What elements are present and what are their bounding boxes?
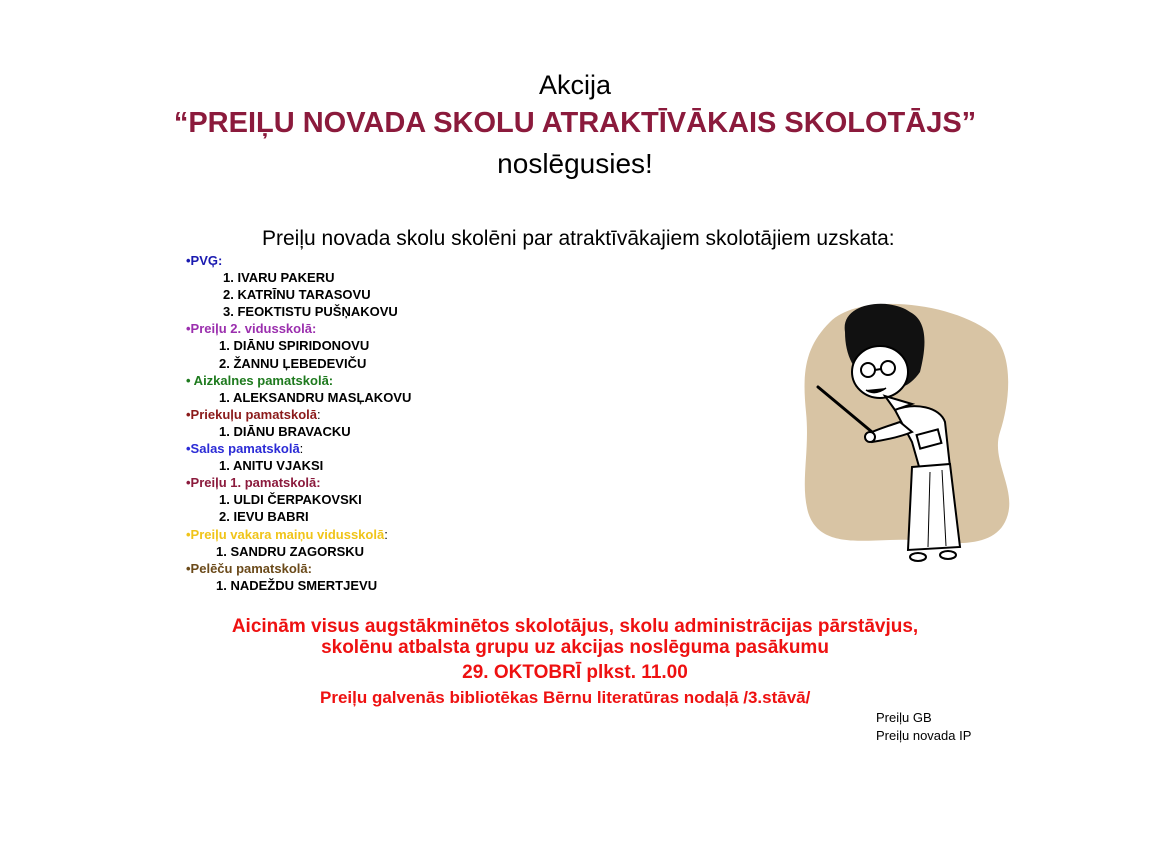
school-name-text: •Salas pamatskolā	[186, 441, 300, 457]
invitation-line-1: Aicinām visus augstākminētos skolotājus, skolu administrācijas pārstāvjus,	[231, 616, 919, 637]
teacher-list-item: 1. DIĀNU BRAVACKU	[219, 423, 351, 439]
school-name-suffix: :	[317, 406, 321, 422]
teacher-list-item: 1. SANDRU ZAGORSKU	[216, 543, 365, 559]
signature-line-1: Preiļu GB	[876, 710, 932, 725]
school-name	[186, 320, 411, 337]
title-line-2: “PREIĻU NOVADA SKOLU ATRAKTĪVĀKAIS SKOLOTĀJS”	[173, 107, 977, 139]
teacher-list-item: 1. ULDI ČERPAKOVSKI	[219, 492, 362, 508]
school-name	[186, 560, 411, 577]
teacher-list-item: 2. KATRĪNU TARASOVU	[223, 287, 371, 303]
school-name-text: • Aizkalnes pamatskolā:	[186, 372, 334, 388]
school-name-text: •PVĢ:	[186, 253, 223, 268]
school-name	[186, 474, 411, 491]
school-name	[186, 406, 411, 423]
school-name-suffix: :	[384, 526, 388, 542]
title-line-1: Akcija	[538, 70, 612, 100]
teacher-list-item: 1. DIĀNU SPIRIDONOVU	[219, 338, 370, 354]
teacher-list-item: 1. ANITU VJAKSI	[219, 458, 324, 474]
teacher-with-pointer-icon	[800, 292, 1020, 582]
school-name-suffix: :	[299, 441, 304, 457]
school-name-text: •Priekuļu pamatskolā	[186, 406, 317, 422]
intro-text: Preiļu novada skolu skolēni par atraktīvākajiem skolotājiem uzskata:	[262, 227, 895, 250]
teacher-list-item: 1. ALEKSANDRU MASĻAKOVU	[219, 389, 412, 405]
invitation-line-2: skolēnu atbalsta grupu uz akcijas noslēguma pasākumu	[321, 637, 829, 658]
signature-line-2: Preiļu novada IP	[876, 728, 972, 743]
school-name	[186, 252, 411, 269]
school-name	[186, 372, 411, 389]
teacher-list-item: 2. ŽANNU ĻEBEDEVIČU	[219, 355, 367, 371]
school-name-text: •Preiļu 2. vidusskolā:	[186, 321, 317, 337]
school-name-text: •Pelēču pamatskolā:	[186, 560, 312, 576]
school-name-text: •Preiļu 1. pamatskolā:	[186, 475, 321, 491]
title-line-3: noslēgusies!	[497, 148, 653, 179]
teacher-list-item: 1. IVARU PAKERU	[223, 270, 335, 286]
invitation-date: 29. OKTOBRĪ plkst. 11.00	[462, 662, 688, 683]
teacher-list-item: 1. NADEŽDU SMERTJEVU	[216, 577, 378, 593]
school-name	[186, 440, 411, 457]
invitation-place: Preiļu galvenās bibliotēkas Bērnu literatūras nodaļā /3.stāvā/	[320, 688, 811, 707]
school-list	[186, 252, 411, 594]
school-name-text: •Preiļu vakara maiņu vidusskolā	[186, 526, 385, 542]
teacher-list-item: 2. IEVU BABRI	[219, 509, 309, 525]
teacher-list-item: 3. FEOKTISTU PUŠŅAKOVU	[223, 304, 398, 320]
school-name	[186, 526, 411, 543]
